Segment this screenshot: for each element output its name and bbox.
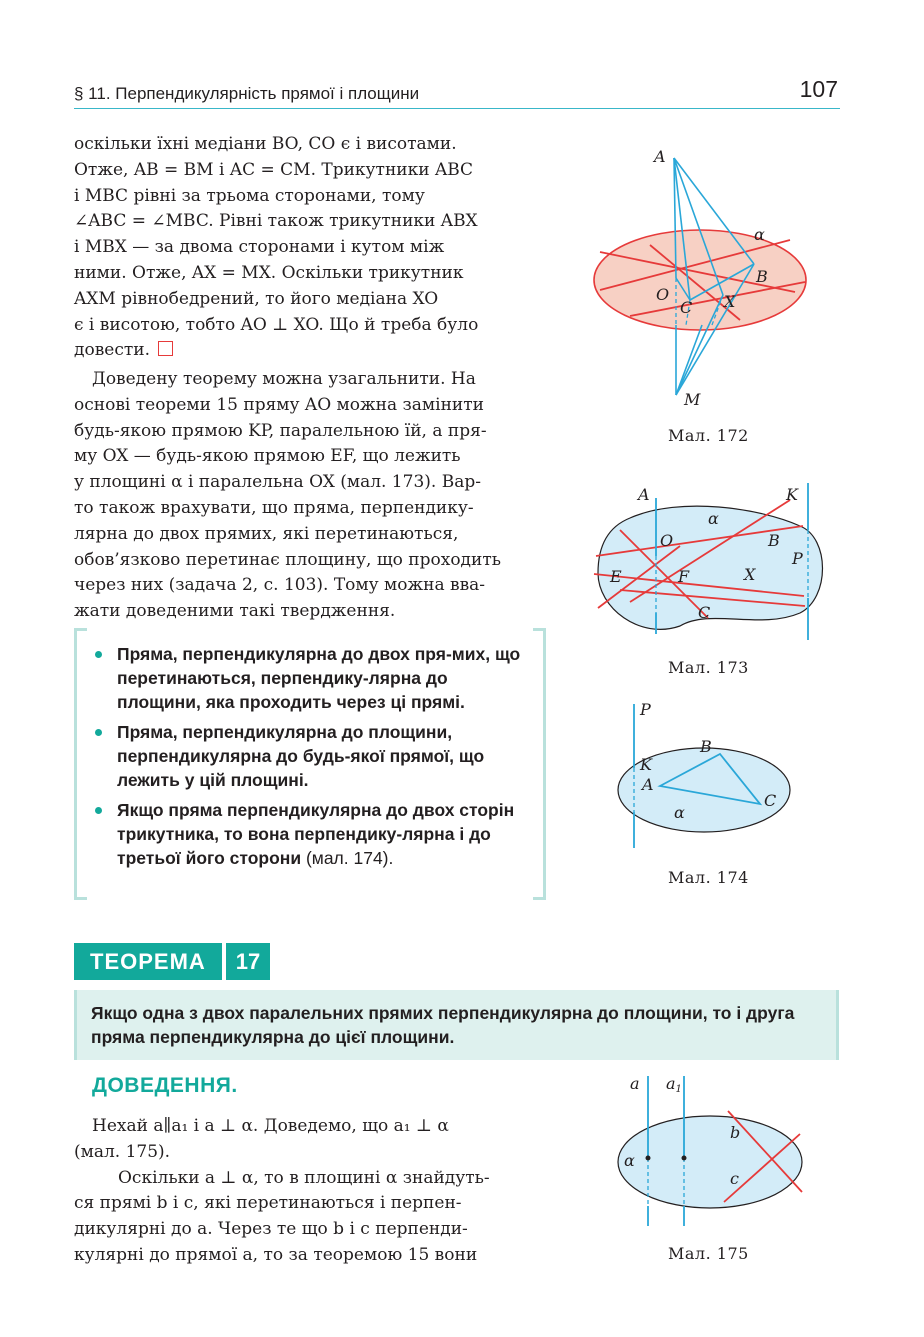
statements-box — [74, 628, 546, 900]
label-C: C — [680, 298, 693, 317]
caption-173: Мал. 173 — [668, 658, 749, 677]
text-line: лярна до двох прямих, які перетинаються, — [74, 523, 459, 544]
statement-item — [93, 642, 529, 714]
label-K: K — [640, 755, 652, 774]
text-line: ними. Отже, AX = MX. Оскільки трикутник — [74, 262, 464, 283]
qed-square-icon — [158, 341, 173, 356]
proof-text — [74, 1114, 546, 1269]
label-X: X — [724, 292, 736, 311]
label-alpha: α — [708, 509, 719, 528]
text-line: Отже, AB = BM і AC = CM. Трикутники ABC — [74, 159, 474, 180]
caption-174: Мал. 174 — [668, 868, 749, 887]
text-line: (мал. 175). — [74, 1141, 171, 1162]
text-line: жати доведеними такі твердження. — [74, 601, 396, 622]
text-line: Оскільки a ⊥ α, то в площині α знайдуть- — [118, 1167, 490, 1188]
label-A: A — [638, 485, 650, 504]
label-B: B — [768, 531, 780, 550]
label-E: E — [610, 567, 622, 586]
label-O: O — [660, 531, 674, 550]
caption-175: Мал. 175 — [668, 1244, 749, 1263]
label-F: F — [678, 567, 690, 586]
figure-173 — [590, 478, 840, 648]
text-line: є і висотою, тобто AO ⊥ XO. Що й треба було — [74, 314, 479, 335]
statement-text: Якщо пряма перпендикулярна до двох сторін трикутника, то вона перпендику-лярна і до третьої його сторони — [117, 800, 515, 868]
text-line: Доведену теорему можна узагальнити. На — [92, 369, 476, 389]
text-line: обов’язково перетинає площину, що проходить — [74, 549, 502, 570]
label-O: O — [656, 285, 670, 304]
text-line: довести. — [74, 340, 150, 361]
label-M: M — [684, 390, 701, 409]
label-A: A — [642, 775, 654, 794]
text-line-last — [74, 338, 546, 364]
text-block-1 — [74, 132, 546, 364]
text-line: кулярні до прямої a, то за теоремою 15 вони — [74, 1244, 478, 1265]
page-number: 107 — [799, 76, 838, 102]
label-alpha: α — [754, 225, 765, 244]
figure-174 — [600, 700, 800, 850]
label-C: C — [764, 791, 777, 810]
statement-text: Пряма, перпендикулярна до двох пря-мих, що перетинаються, перпендику-лярна до площини, яка проходить через ці прямі. — [117, 644, 521, 712]
statement-item — [93, 798, 529, 870]
text-line: у площині α і паралельна OX (мал. 173). Вар- — [74, 472, 481, 493]
statement-text: Пряма, перпендикулярна до площини, перпендикулярна до будь-якої прямої, що лежить у цій площині. — [117, 722, 485, 790]
proof-heading: ДОВЕДЕННЯ. — [92, 1074, 238, 1097]
label-P: P — [640, 700, 651, 719]
text-line: основі теореми 15 пряму AO можна замінити — [74, 394, 484, 415]
label-alpha: α — [624, 1151, 635, 1170]
label-a1: a1 — [666, 1074, 682, 1095]
figure-175 — [606, 1074, 806, 1234]
label-B: B — [756, 267, 768, 286]
text-line: то також врахувати, що пряма, перпендику- — [74, 497, 474, 518]
text-line: оскільки їхні медіани BO, CO є і висотами. — [74, 134, 457, 154]
label-c: c — [730, 1169, 739, 1188]
statements-list — [77, 628, 543, 870]
caption-172: Мал. 172 — [668, 426, 749, 445]
label-a: a — [630, 1074, 640, 1093]
statement-item — [93, 720, 529, 792]
label-B: B — [700, 737, 712, 756]
label-P: P — [792, 549, 803, 568]
text-line: будь-якою прямою KP, паралельною їй, а пря- — [74, 420, 487, 441]
text-block-2 — [74, 367, 546, 625]
text-line: Нехай a∥a₁ і a ⊥ α. Доведемо, що a₁ ⊥ α — [92, 1116, 449, 1136]
text-line: через них (задача 2, с. 103). Тому можна вва- — [74, 575, 486, 596]
text-line: ∠ABC = ∠MBC. Рівні також трикутники ABX — [74, 211, 478, 232]
figure-172 — [590, 140, 830, 420]
theorem-text: Якщо одна з двох паралельних прямих перпендикулярна до площини, то і друга пряма перпендикулярна до цієї площини. — [91, 1003, 795, 1047]
text-line: і MBC рівні за трьома сторонами, тому — [74, 185, 425, 206]
text-line: і MBX — за двома сторонами і кутом між — [74, 237, 445, 258]
text-line: AXM рівнобедрений, то його медіана XO — [74, 288, 439, 309]
label-b: b — [730, 1123, 741, 1142]
label-C: C — [698, 603, 711, 622]
page-header — [74, 76, 840, 109]
text-line: дикулярні до a. Через те що b і c перпенди- — [74, 1219, 468, 1240]
theorem-tag — [74, 943, 270, 980]
label-A: A — [654, 147, 666, 166]
text-line: ся прямі b і c, які перетинаються і перпен- — [74, 1193, 462, 1214]
theorem-box — [74, 990, 839, 1060]
statement-ref: (мал. 174). — [301, 848, 394, 868]
theorem-label: ТЕОРЕМА — [74, 943, 222, 980]
label-alpha: α — [674, 803, 685, 822]
label-X: X — [744, 565, 756, 584]
label-K: K — [786, 485, 798, 504]
theorem-number: 17 — [226, 943, 270, 980]
section-title: § 11. Перпендикулярність прямої і площини — [74, 84, 420, 103]
text-line: му OX — будь-якою прямою EF, що лежить — [74, 446, 461, 467]
